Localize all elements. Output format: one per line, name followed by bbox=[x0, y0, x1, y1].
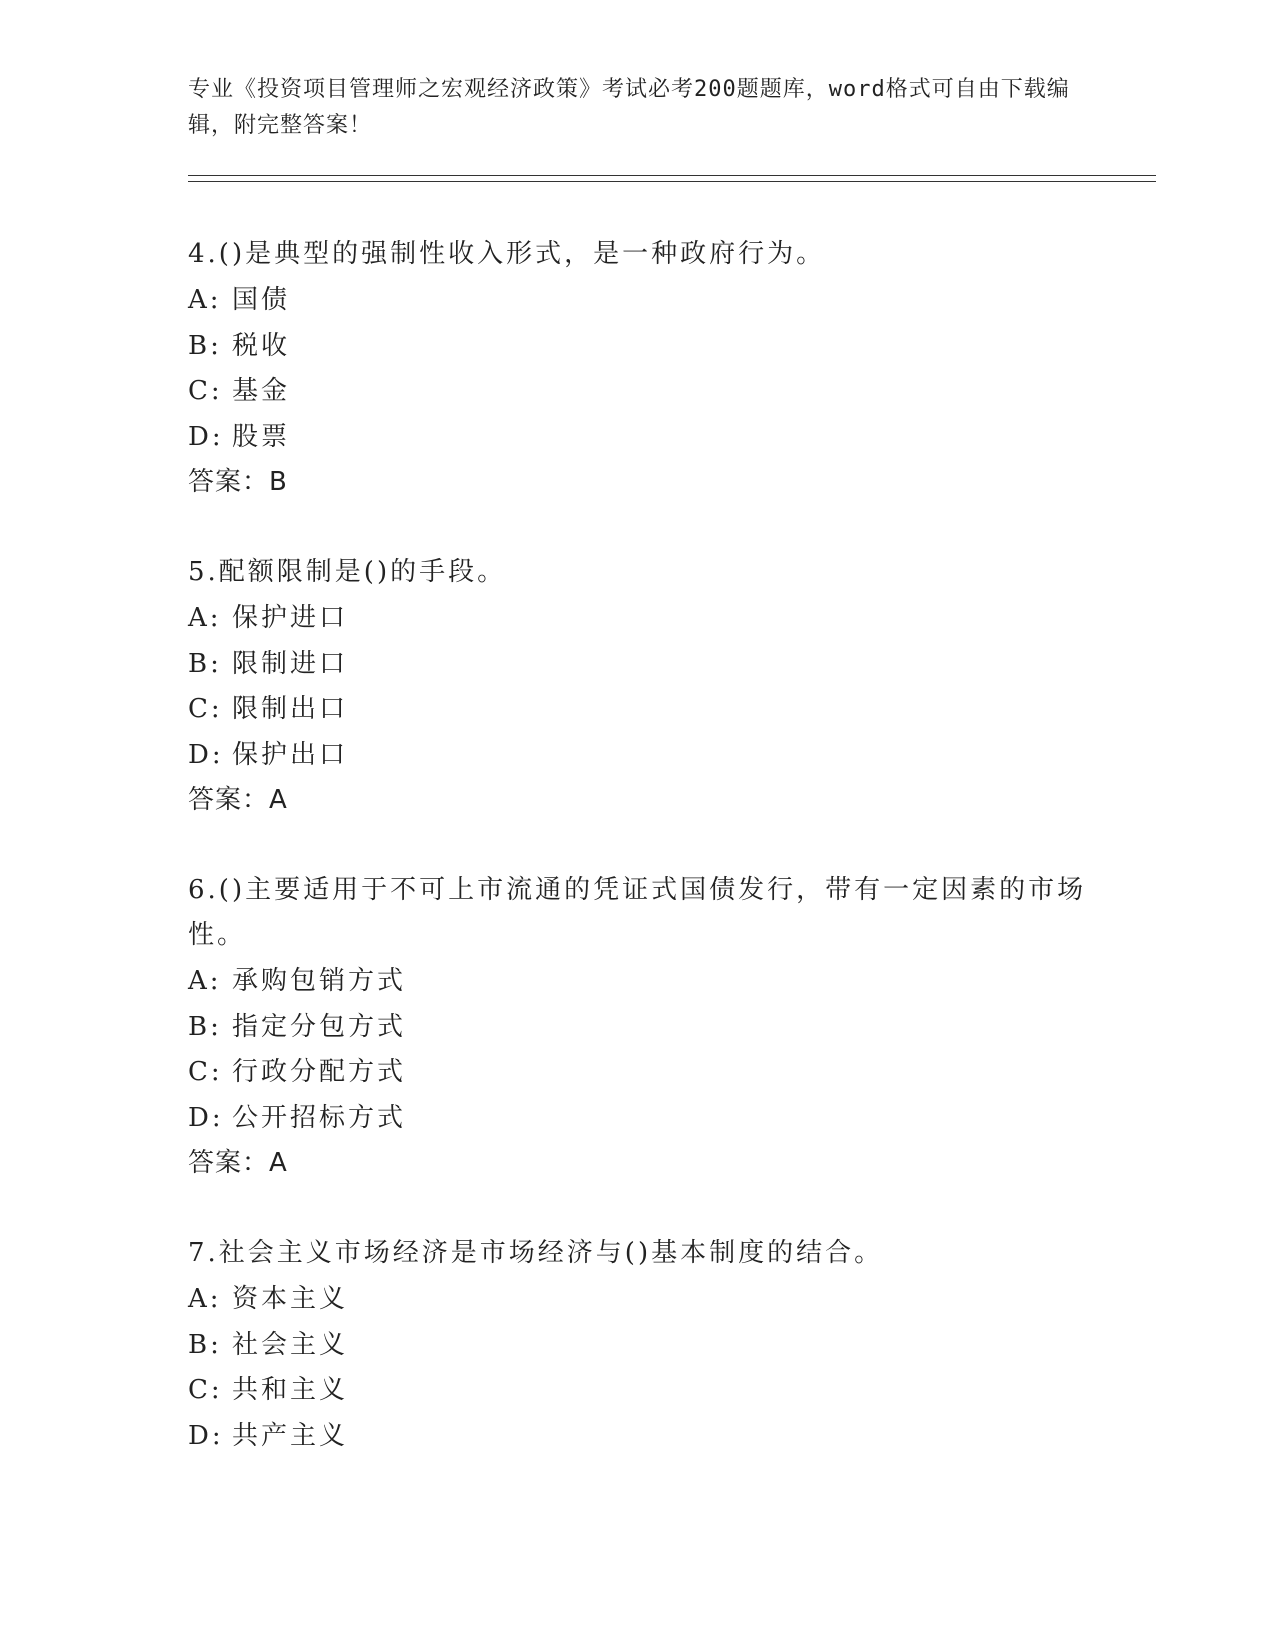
option-text: 公开招标方式 bbox=[232, 1102, 407, 1133]
answer-line: 答案：A bbox=[188, 1148, 288, 1178]
option-a bbox=[188, 1277, 1088, 1323]
question-stem: 5.配额限制是()的手段。 bbox=[188, 557, 507, 587]
option-letter: C: bbox=[188, 1057, 223, 1087]
option-text: 资本主义 bbox=[232, 1284, 349, 1314]
answer-line: 答案：A bbox=[188, 785, 288, 815]
option-b bbox=[188, 1323, 1088, 1369]
option-letter: A: bbox=[188, 603, 222, 633]
option-b bbox=[188, 324, 1088, 370]
option-text: 保护进口 bbox=[232, 603, 349, 633]
option-text: 共产主义 bbox=[232, 1420, 349, 1451]
question-7 bbox=[188, 1231, 1088, 1459]
option-letter: A: bbox=[188, 966, 222, 996]
question-list bbox=[188, 232, 1088, 1504]
answer-line: 答案：B bbox=[188, 467, 288, 497]
question-stem: 7.社会主义市场经济是市场经济与()基本制度的结合。 bbox=[188, 1238, 884, 1268]
option-a bbox=[188, 959, 1088, 1005]
option-text: 指定分包方式 bbox=[232, 1011, 407, 1042]
option-letter: D: bbox=[188, 739, 224, 770]
option-d bbox=[188, 415, 1088, 461]
document-intro: 专业《投资项目管理师之宏观经济政策》考试必考200题题库，word格式可自由下载编辑，附完整答案！ bbox=[188, 77, 1070, 138]
question-6 bbox=[188, 868, 1088, 1186]
question-stem: 6.()主要适用于不可上市流通的凭证式国债发行，带有一定因素的市场性。 bbox=[188, 875, 1087, 950]
option-letter: D: bbox=[188, 1420, 224, 1451]
option-d bbox=[188, 1096, 1088, 1142]
question-stem: 4.()是典型的强制性收入形式，是一种政府行为。 bbox=[188, 239, 826, 269]
option-d bbox=[188, 1414, 1088, 1460]
option-letter: B: bbox=[188, 330, 222, 361]
option-text: 社会主义 bbox=[232, 1329, 349, 1360]
option-letter: B: bbox=[188, 1011, 222, 1042]
option-text: 保护出口 bbox=[232, 739, 349, 770]
question-4 bbox=[188, 232, 1088, 505]
option-text: 税收 bbox=[232, 330, 291, 361]
option-letter: C: bbox=[188, 376, 223, 406]
option-letter: D: bbox=[188, 421, 224, 452]
option-text: 基金 bbox=[232, 376, 291, 406]
option-text: 国债 bbox=[232, 285, 291, 315]
option-b bbox=[188, 642, 1088, 688]
option-letter: D: bbox=[188, 1102, 224, 1133]
option-b bbox=[188, 1005, 1088, 1051]
question-5 bbox=[188, 550, 1088, 823]
option-text: 限制出口 bbox=[232, 694, 349, 724]
option-letter: C: bbox=[188, 1375, 223, 1405]
header-divider-top bbox=[188, 175, 1156, 176]
option-letter: B: bbox=[188, 648, 222, 679]
option-letter: C: bbox=[188, 694, 223, 724]
option-letter: A: bbox=[188, 1284, 222, 1314]
option-text: 限制进口 bbox=[232, 648, 349, 679]
option-letter: A: bbox=[188, 285, 222, 315]
option-text: 行政分配方式 bbox=[232, 1057, 407, 1087]
option-a bbox=[188, 596, 1088, 642]
option-c bbox=[188, 687, 1088, 733]
option-c bbox=[188, 369, 1088, 415]
option-text: 承购包销方式 bbox=[232, 966, 407, 996]
option-c bbox=[188, 1050, 1088, 1096]
option-c bbox=[188, 1368, 1088, 1414]
option-text: 共和主义 bbox=[232, 1375, 349, 1405]
option-letter: B: bbox=[188, 1329, 222, 1360]
header-divider-bottom bbox=[188, 181, 1156, 182]
option-d bbox=[188, 733, 1088, 779]
option-text: 股票 bbox=[232, 421, 291, 452]
option-a bbox=[188, 278, 1088, 324]
